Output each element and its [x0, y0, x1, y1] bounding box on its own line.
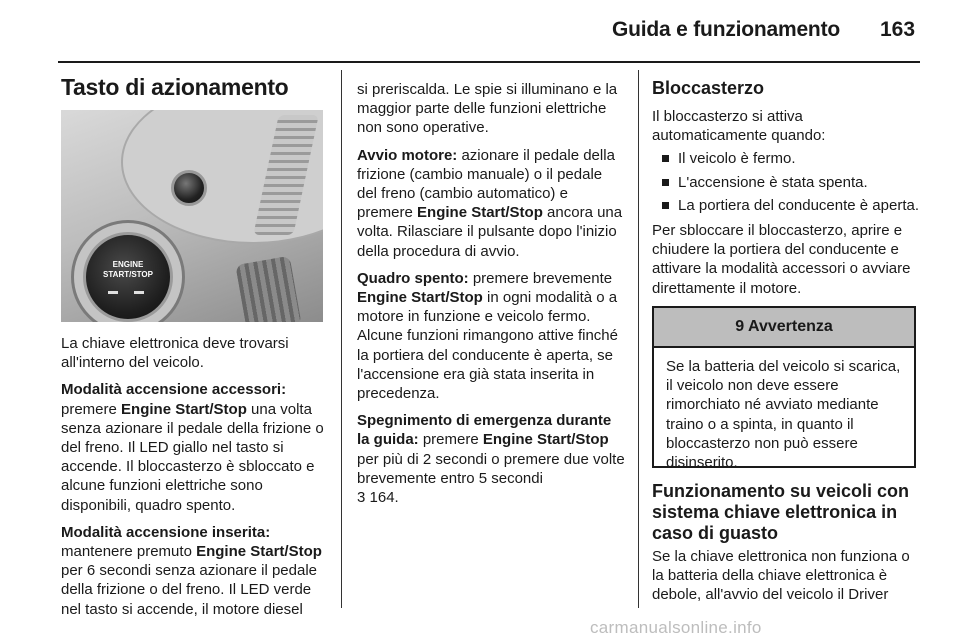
engine-start-stop-label: Engine Start/Stop [482, 431, 609, 449]
sblocco-paragraph: Per sbloccare il bloccasterzo, aprire e chiudere la portiera del conducente e attivare la modalità accessori o avviare direttamente il motore. [652, 222, 911, 297]
bullet-item: La portiera del conducente è aperta. [652, 196, 920, 215]
column-divider-1 [341, 70, 342, 608]
paragraph-avvio [357, 146, 625, 261]
intro-paragraph: La chiave elettronica deve trovarsi all'interno del veicolo. [61, 335, 289, 372]
text: premere [61, 400, 122, 418]
text: premere [418, 431, 483, 449]
engine-start-stop-label: Engine Start/Stop [196, 543, 322, 561]
engine-start-stop-button [83, 232, 173, 322]
page-number: 163 [880, 18, 916, 41]
column-3-lower [652, 481, 920, 613]
text: premere brevemente [468, 269, 613, 287]
led-left [108, 291, 118, 294]
text: per più di 2 secondi o premere due volte brevemente entro 5 secondi [357, 450, 625, 487]
guasto-text: Se la chiave elettronica non funziona o la batteria della chiave elettronica è debole, all'avvio del veicolo il Driver [652, 548, 910, 604]
paragraph-continuation: si preriscalda. Le spie si illuminano e la maggior parte delle funzioni elettriche non sono operative. [357, 81, 618, 137]
label-avvio: Avvio motore: [357, 146, 458, 164]
led-right [134, 291, 144, 294]
watermark: carmanualsonline.info [590, 618, 762, 637]
header-title: Guida e funzionamento [612, 18, 840, 41]
header-rule [58, 61, 920, 63]
label-accessori: Modalità accensione accessori: [61, 381, 287, 399]
paragraph-inserita [61, 523, 326, 619]
label-quadro: Quadro spento: [357, 269, 469, 287]
engine-start-stop-label: Engine Start/Stop [357, 289, 483, 307]
guasto-title: Funzionamento su veicoli con sistema chiave elettronica in caso di guasto [652, 481, 910, 543]
start-stop-photo [61, 110, 323, 322]
paragraph-emergenza [357, 411, 625, 507]
warning-body: Se la batteria del veicolo si scarica, il veicolo non deve essere rimorchiato né avviato mediante traino o a spinta, in quanto il bloccasterzo non può essere disinserito. [666, 358, 901, 472]
warning-title: 9 Avvertenza [654, 308, 914, 348]
label-emergenza: Spegnimento di emergenza durante la guida: [357, 412, 612, 449]
text: azionare il pedale della frizione (cambio manuale) o il pedale del freno (cambio automatico) e premere [357, 146, 615, 222]
bloccasterzo-intro: Il bloccasterzo si attiva automaticamente quando: [652, 108, 826, 145]
bullet-list [652, 149, 920, 215]
text: ancora una volta. Rilasciare il pulsante dopo l'inizio della procedura di avvio. [357, 204, 623, 260]
paragraph-accessori [61, 380, 326, 514]
column-3-text [652, 78, 920, 306]
engine-start-stop-label: Engine Start/Stop [121, 400, 247, 418]
text: in ogni modalità o a motore in funzione e veicolo fermo. Alcune funzioni rimangono attive finché la portiera del conducente è aperta, se l'accensione era già stata inserita in precedenza. [357, 289, 618, 403]
paragraph-quadro [357, 269, 625, 403]
text: mantenere premuto [61, 543, 197, 561]
warning-box [652, 306, 916, 472]
bullet-item: L'accensione è stata spenta. [652, 173, 920, 192]
bullet-item: Il veicolo è fermo. [652, 149, 920, 168]
page-reference-link[interactable]: 3 164. [357, 489, 399, 507]
label-inserita: Modalità accensione inserita: [61, 523, 271, 541]
text: una volta senza azionare il pedale della frizione o del freno. Il LED giallo nel tasto si accende. Il bloccasterzo è sbloccato e alcune funzioni elettriche sono disponibili, quadro spento. [61, 400, 324, 514]
button-text-engine: ENGINE [112, 260, 144, 269]
column-1-text [61, 334, 326, 627]
pedal [235, 256, 301, 322]
text: per 6 secondi senza azionare il pedale della frizione o del freno. Il LED verde nel tasto si accende, il motore diesel [61, 562, 318, 618]
section-title: Tasto di azionamento [61, 74, 289, 100]
bloccasterzo-title: Bloccasterzo [652, 78, 765, 98]
engine-start-stop-label: Engine Start/Stop [417, 204, 543, 222]
button-text-start-stop: START/STOP [103, 270, 153, 279]
start-stop-button-small [171, 170, 207, 206]
column-2-text [357, 80, 625, 515]
column-divider-2 [638, 70, 639, 608]
